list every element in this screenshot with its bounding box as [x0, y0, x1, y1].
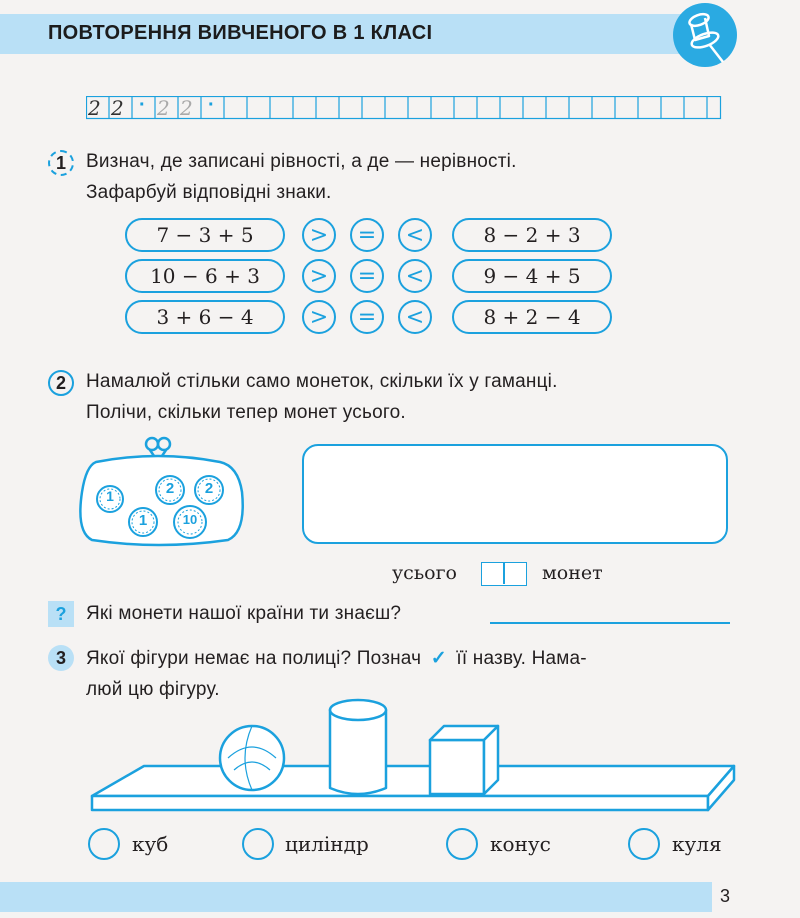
coin-value: 1	[138, 512, 148, 529]
expression-right: 8 + 2 − 4	[452, 300, 612, 334]
task1-instruction-line2: Зафарбуй відповідні знаки.	[86, 182, 332, 203]
less-sign[interactable]: <	[398, 259, 432, 293]
equal-sign[interactable]: =	[350, 218, 384, 252]
greater-sign[interactable]: >	[302, 218, 336, 252]
task3-instruction-line1	[86, 643, 587, 674]
drawing-area[interactable]	[302, 444, 728, 544]
option-label-cylinder: циліндр	[285, 832, 369, 856]
equal-sign[interactable]: =	[350, 259, 384, 293]
task3-text-after: її назву. Нама-	[456, 648, 587, 669]
option-label-cube: куб	[132, 832, 169, 856]
copy-dot: ·	[208, 94, 215, 116]
option-circle-cone[interactable]	[446, 828, 478, 860]
question-text: Які монети нашої країни ти знаєш?	[86, 603, 402, 624]
greater-sign[interactable]: >	[302, 300, 336, 334]
expression-left: 7 − 3 + 5	[125, 218, 285, 252]
greater-sign[interactable]: >	[302, 259, 336, 293]
option-circle-cube[interactable]	[88, 828, 120, 860]
copy-dot: ·	[139, 94, 146, 116]
shelf-illustration	[88, 696, 740, 818]
expression-right: 9 − 4 + 5	[452, 259, 612, 293]
unit-label: монет	[542, 562, 603, 584]
task2-instruction-line1: Намалюй стільки само монеток, скільки їх у гаманці.	[86, 371, 558, 392]
coin-value: 10	[182, 512, 198, 527]
coin-value: 1	[106, 488, 114, 504]
task2-instruction-line2: Полічи, скільки тепер монет усього.	[86, 402, 406, 423]
expression-right: 8 − 2 + 3	[452, 218, 612, 252]
copy-digit-trace: 2	[157, 96, 170, 120]
expression-left: 3 + 6 − 4	[125, 300, 285, 334]
coin-value: 2	[204, 480, 214, 497]
check-icon: ✓	[430, 648, 447, 669]
option-circle-cylinder[interactable]	[242, 828, 274, 860]
task-number-badge: 2	[48, 370, 74, 396]
expression-left: 10 − 6 + 3	[125, 259, 285, 293]
option-label-sphere: куля	[672, 832, 722, 856]
pushpin-icon	[665, 0, 745, 70]
task3-text-before: Якої фігури немає на полиці? Познач	[86, 648, 422, 669]
task-number-badge: 3	[48, 645, 74, 671]
option-label-cone: конус	[490, 832, 551, 856]
option-circle-sphere[interactable]	[628, 828, 660, 860]
answer-box[interactable]	[481, 562, 527, 586]
total-label: усього	[392, 562, 457, 584]
less-sign[interactable]: <	[398, 300, 432, 334]
copy-digit: 2	[111, 96, 124, 120]
answer-line[interactable]	[490, 622, 730, 624]
task-number-badge: 1	[48, 150, 74, 176]
copy-digit: 2	[88, 96, 101, 120]
task3-instruction-line2: люй цю фігуру.	[86, 679, 220, 700]
less-sign[interactable]: <	[398, 218, 432, 252]
copy-digit-trace: 2	[180, 96, 193, 120]
question-badge: ?	[48, 601, 74, 627]
page-number: 3	[720, 886, 731, 906]
footer-band	[0, 882, 712, 912]
page-title: ПОВТОРЕННЯ ВИВЧЕНОГО В 1 КЛАСІ	[48, 22, 433, 44]
task1-instruction-line1: Визнач, де записані рівності, а де — нерівності.	[86, 151, 517, 172]
coin-value: 2	[165, 480, 175, 497]
equal-sign[interactable]: =	[350, 300, 384, 334]
